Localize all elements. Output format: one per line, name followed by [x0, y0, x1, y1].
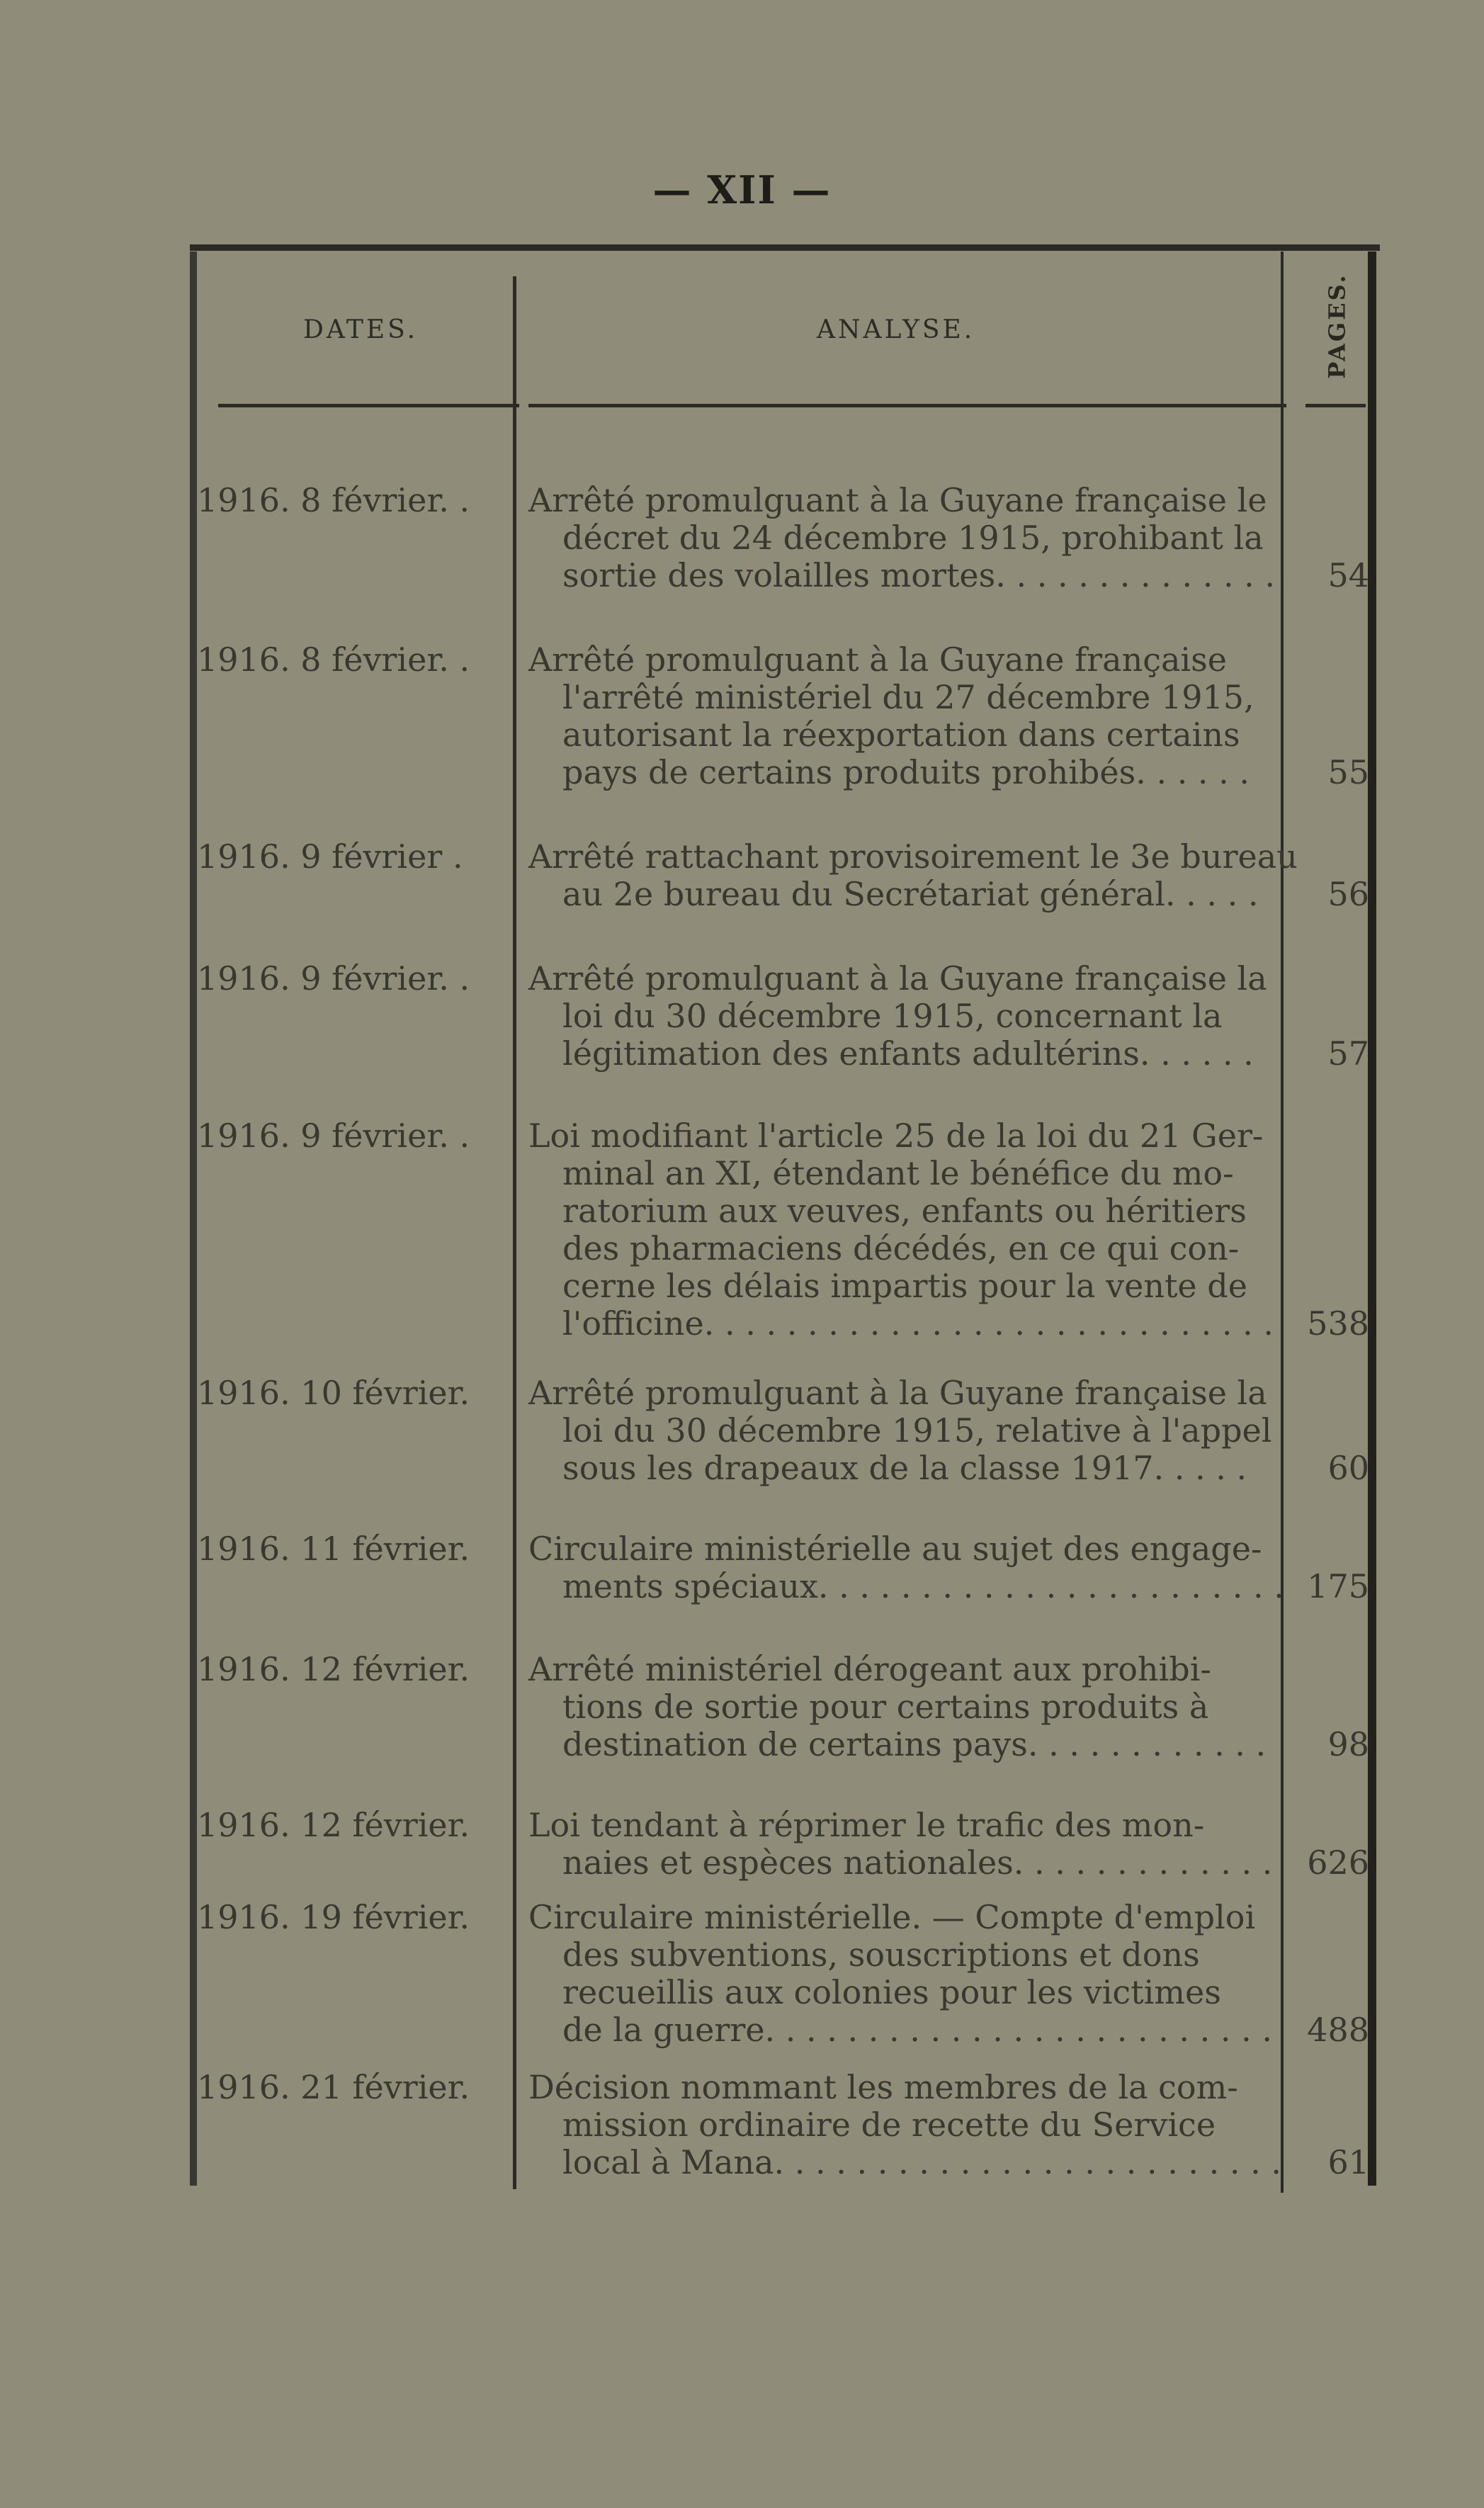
entry-date: 1916. 11 février. [197, 1530, 470, 1568]
analysis-line: sous les drapeaux de la classe 1917. . . . . [562, 1449, 1247, 1487]
analysis-line: Arrêté promulguant à la Guyane française le [528, 481, 1267, 519]
analysis-line: Arrêté rattachant provisoirement le 3e bureau [528, 837, 1298, 876]
entry-date: 1916. 9 février. . [197, 1117, 470, 1155]
index-table [190, 244, 1380, 2189]
analysis-line: légitimation des enfants adultérins. . . . . . [562, 1034, 1254, 1073]
header-rule-dates [218, 404, 519, 407]
analysis-line: Circulaire ministérielle. — Compte d'emploi [528, 1898, 1256, 1936]
analysis-line: loi du 30 décembre 1915, concernant la [562, 997, 1223, 1035]
analysis-line: Arrêté ministériel dérogeant aux prohibi- [528, 1650, 1211, 1688]
analysis-line: tions de sortie pour certains produits à [562, 1688, 1209, 1726]
analysis-line: Loi tendant à réprimer le trafic des mon- [528, 1806, 1205, 1844]
analysis-line: Loi modifiant l'article 25 de la loi du 21 Ger- [528, 1117, 1264, 1155]
analysis-line: local à Mana. . . . . . . . . . . . . . . . . . . . . . . . . [562, 2143, 1282, 2181]
entry-date: 1916. 19 février. [197, 1898, 470, 1936]
analysis-line: des subventions, souscriptions et dons [562, 1936, 1200, 1974]
entry-date: 1916. 8 février. . [197, 481, 470, 519]
analysis-line: ments spéciaux. . . . . . . . . . . . . . . . . . . . . . . [562, 1567, 1284, 1605]
analysis-line: destination de certains pays. . . . . . . . . . . . [562, 1725, 1267, 1763]
analysis-line: au 2e bureau du Secrétariat général. . . . . [562, 875, 1259, 913]
entry-date: 1916. 12 février. [197, 1806, 470, 1844]
analysis-line: l'arrêté ministériel du 27 décembre 1915, [562, 678, 1254, 716]
column-header-dates: DATES. [303, 315, 419, 344]
header-rule-analysis [528, 404, 1286, 407]
analysis-line: Arrêté promulguant à la Guyane française la [528, 959, 1267, 998]
analysis-line: Circulaire ministérielle au sujet des engage- [528, 1530, 1262, 1568]
entry-date: 1916. 21 février. [197, 2068, 470, 2106]
analysis-line: recueillis aux colonies pour les victimes [562, 1973, 1221, 2011]
analysis-line: sortie des volailles mortes. . . . . . . . . . . . . . [562, 556, 1276, 594]
entry-page: 60 [1327, 1449, 1369, 1487]
page-number: — XII — [652, 167, 832, 213]
entry-date: 1916. 9 février. . [197, 959, 470, 998]
entry-page: 54 [1327, 556, 1369, 594]
analysis-line: minal an XI, étendant le bénéfice du mo- [562, 1154, 1234, 1192]
entry-page: 98 [1327, 1725, 1369, 1763]
analysis-line: des pharmaciens décédés, en ce qui con- [562, 1229, 1240, 1267]
analysis-line: mission ordinaire de recette du Service [562, 2106, 1216, 2144]
column-header-analysis: ANALYSE. [817, 315, 975, 344]
analysis-line: Arrêté promulguant à la Guyane française [528, 640, 1227, 679]
entry-date: 1916. 9 février . [197, 837, 463, 876]
entry-page: 538 [1307, 1304, 1369, 1343]
analysis-line: de la guerre. . . . . . . . . . . . . . . . . . . . . . . . . [562, 2011, 1273, 2049]
analysis-line: naies et espèces nationales. . . . . . . . . . . . . [562, 1843, 1273, 1882]
entry-page: 56 [1327, 875, 1369, 913]
entry-page: 55 [1327, 753, 1369, 791]
analysis-line: l'officine. . . . . . . . . . . . . . . . . . . . . . . . . . . . [562, 1304, 1274, 1343]
entry-page: 626 [1307, 1843, 1369, 1882]
entry-page: 57 [1327, 1034, 1369, 1073]
entry-page: 175 [1307, 1567, 1369, 1605]
analysis-line: cerne les délais impartis pour la vente de [562, 1267, 1247, 1305]
column-header-pages: PAGES. [1324, 273, 1352, 379]
analysis-line: loi du 30 décembre 1915, relative à l'appel [562, 1411, 1272, 1450]
analysis-line: ratorium aux veuves, enfants ou héritiers [562, 1192, 1247, 1230]
left-border [190, 252, 197, 2186]
analysis-line: Décision nommant les membres de la com- [528, 2068, 1238, 2106]
column-divider-dates [513, 276, 516, 2189]
analysis-line: Arrêté promulguant à la Guyane française la [528, 1374, 1267, 1412]
top-rule [190, 244, 1380, 251]
analysis-line: autorisant la réexportation dans certains [562, 716, 1240, 754]
entry-page: 488 [1307, 2011, 1369, 2049]
analysis-line: décret du 24 décembre 1915, prohibant la [562, 519, 1264, 557]
entry-page: 61 [1327, 2143, 1369, 2181]
header-rule-pages [1305, 404, 1366, 407]
entry-date: 1916. 10 février. [197, 1374, 470, 1412]
entry-date: 1916. 8 février. . [197, 640, 470, 679]
entry-date: 1916. 12 février. [197, 1650, 470, 1688]
analysis-line: pays de certains produits prohibés. . . . . . [562, 753, 1250, 791]
